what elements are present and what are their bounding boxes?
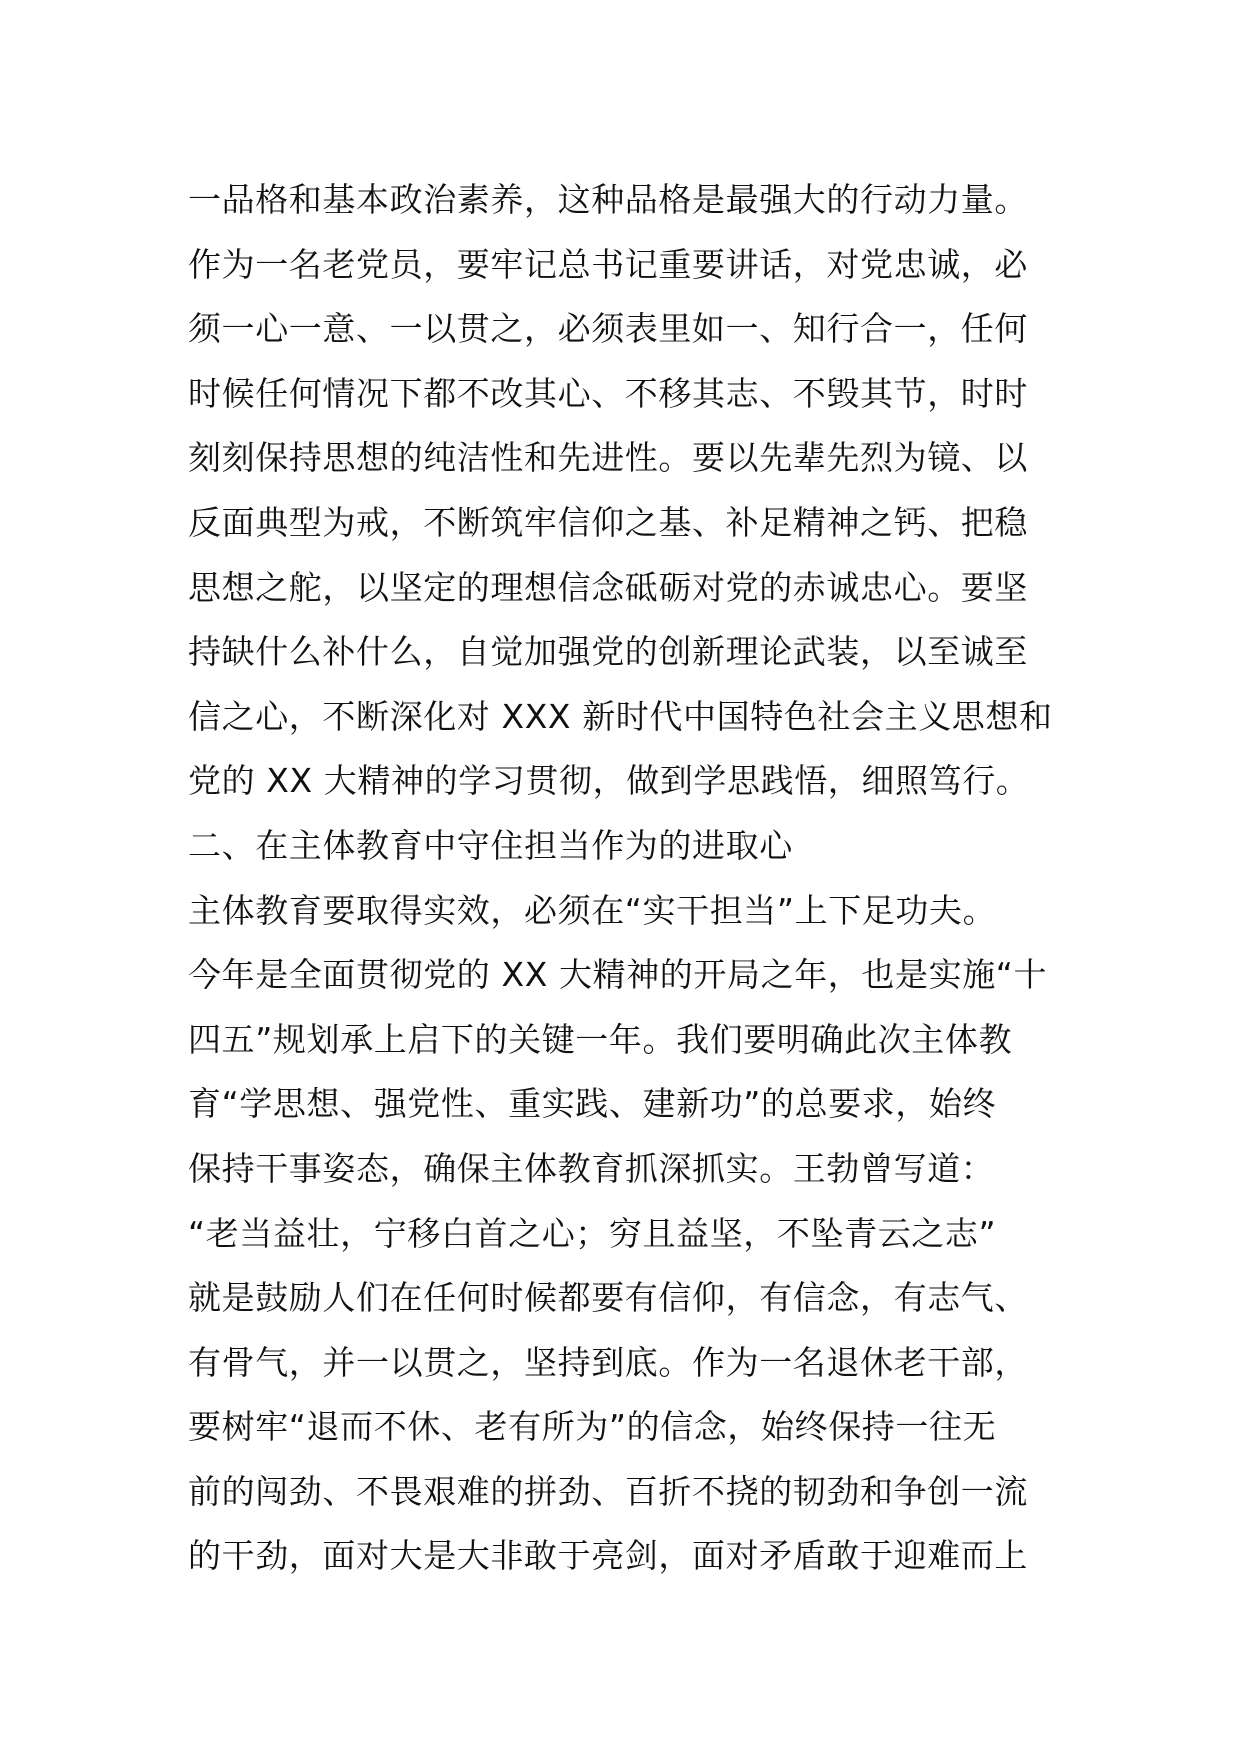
text-line: 信之心，不断深化对 XXX 新时代中国特色社会主义思想和: [188, 696, 1053, 736]
text-line: 前的闯劲、不畏艰难的拼劲、百折不挠的韧劲和争创一流: [188, 1471, 1028, 1511]
text-line: 思想之舵，以坚定的理想信念砥砺对党的赤诚忠心。要坚: [188, 567, 1028, 607]
document-body: [188, 168, 1068, 1589]
section-heading: 二、在主体教育中守住担当作为的进取心: [188, 825, 793, 865]
text-line: 育“学思想、强党性、重实践、建新功”的总要求，始终: [188, 1084, 997, 1124]
text-line: 刻刻保持思想的纯洁性和先进性。要以先辈先烈为镜、以: [188, 438, 1028, 478]
text-line: “老当益壮，宁移白首之心；穷且益坚，不坠青云之志”: [188, 1213, 997, 1253]
text-line: 持缺什么补什么，自觉加强党的创新理论武装，以至诚至: [188, 632, 1028, 672]
text-line: 党的 XX 大精神的学习贯彻，做到学思践悟，细照笃行。: [188, 761, 1030, 801]
text-line: 须一心一意、一以贯之，必须表里如一、知行合一，任何: [188, 309, 1028, 349]
text-line: 四五”规划承上启下的关键一年。我们要明确此次主体教: [188, 1019, 1013, 1059]
text-line: 要树牢“退而不休、老有所为”的信念，始终保持一往无: [188, 1407, 997, 1447]
text-line: 一品格和基本政治素养，这种品格是最强大的行动力量。: [188, 180, 1028, 219]
text-line: 主体教育要取得实效，必须在“实干担当”上下足功夫。: [188, 890, 997, 930]
text-line: 时候任何情况下都不改其心、不移其志、不毁其节，时时: [188, 373, 1028, 413]
text-line: 保持干事姿态，确保主体教育抓深抓实。王勃曾写道：: [188, 1148, 995, 1188]
text-line: 反面典型为戒，不断筑牢信仰之基、补足精神之钙、把稳: [188, 502, 1028, 542]
text-line: 作为一名老党员，要牢记总书记重要讲话，对党忠诚，必: [188, 244, 1028, 284]
text-line: 有骨气，并一以贯之，坚持到底。作为一名退休老干部，: [188, 1342, 1028, 1382]
text-line: 就是鼓励人们在任何时候都要有信仰，有信念，有志气、: [188, 1278, 1028, 1318]
text-line: 今年是全面贯彻党的 XX 大精神的开局之年，也是实施“十: [188, 955, 1048, 995]
text-line: 的干劲，面对大是大非敢于亮剑，面对矛盾敢于迎难而上: [188, 1536, 1028, 1576]
